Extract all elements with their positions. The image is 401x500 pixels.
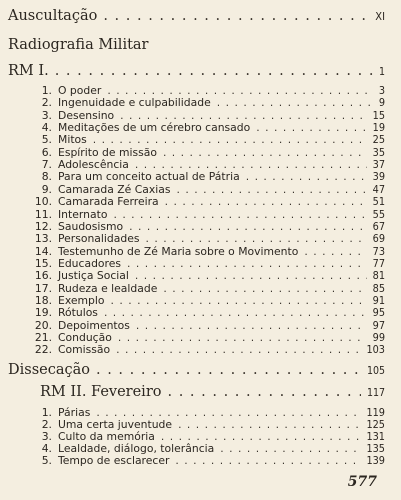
toc-chapter-row: [20, 220, 385, 233]
dot-leader: [55, 63, 373, 79]
toc-chapter-row: [20, 269, 385, 282]
chapter-page: 37: [372, 158, 385, 172]
chapter-page: 69: [372, 232, 385, 246]
toc-entry-page: 1: [378, 66, 385, 78]
chapter-page: 51: [372, 195, 385, 209]
chapter-page: 125: [366, 417, 385, 431]
chapter-number: 1.: [41, 406, 52, 419]
dot-leader: [256, 121, 366, 134]
toc-chapter-row: [20, 454, 385, 467]
toc-entry-page: 117: [366, 387, 385, 399]
chapter-title: Meditações de um cérebro cansado: [58, 121, 251, 135]
chapter-page: 3: [378, 84, 385, 97]
toc-chapter-row: [20, 294, 385, 307]
chapter-page: 73: [372, 244, 385, 258]
section-title: Radiografia Militar: [8, 37, 149, 53]
chapter-page: 95: [372, 306, 385, 320]
toc-chapter-row: [20, 282, 385, 295]
toc-chapter-row: [20, 158, 385, 171]
dot-leader: [167, 384, 360, 400]
dot-leader: [96, 362, 361, 378]
chapter-title: Camarada Ferreira: [58, 195, 159, 209]
toc-entry-rm1: [8, 63, 385, 79]
chapter-title: Educadores: [58, 256, 121, 270]
chapter-page: 47: [372, 182, 385, 196]
chapter-page: 119: [366, 406, 385, 419]
chapter-page: 91: [372, 293, 385, 307]
chapter-title: Depoimentos: [58, 318, 130, 332]
toc-entry-label: RM I.: [8, 63, 49, 79]
toc-entry-page: XI: [375, 10, 385, 23]
chapter-title: Desensino: [58, 108, 115, 122]
chapter-page: 135: [366, 441, 385, 455]
chapter-title: Adolescência: [58, 158, 129, 172]
chapter-page: 103: [366, 343, 385, 357]
chapter-number: 17.: [34, 281, 52, 295]
chapter-page: 55: [372, 207, 385, 221]
chapter-title: Párias: [58, 406, 91, 419]
chapter-title: Exemplo: [58, 293, 105, 307]
chapter-title: Espírito de missão: [58, 145, 157, 159]
chapter-title: Comissão: [58, 343, 111, 357]
toc-chapter-row: [20, 331, 385, 344]
toc-entry-disseccao: [8, 362, 385, 378]
dot-leader: [103, 8, 369, 24]
chapter-number: 18.: [34, 293, 52, 307]
dot-leader: [135, 269, 367, 282]
toc-chapter-row: [20, 208, 385, 221]
toc-chapter-row: [20, 183, 385, 196]
chapter-page: 99: [372, 331, 385, 344]
chapter-title: Camarada Zé Caxias: [58, 182, 171, 196]
chapter-number: 1.: [41, 84, 52, 97]
toc-chapter-row: [20, 96, 385, 109]
page-number: 577: [347, 474, 377, 490]
dot-leader: [111, 294, 367, 307]
toc-entry-page: 105: [366, 365, 385, 377]
toc-chapter-row: [20, 343, 385, 356]
chapter-number: 5.: [41, 133, 52, 147]
chapter-page: 77: [372, 256, 385, 270]
chapter-title: Testemunho de Zé Maria sobre o Movimento: [58, 244, 299, 258]
dot-leader: [93, 133, 367, 146]
chapter-title: Culto da memória: [58, 429, 155, 443]
chapter-title: Mitos: [58, 133, 87, 147]
chapter-number: 9.: [41, 182, 52, 196]
chapter-number: 12.: [34, 219, 52, 233]
dot-leader: [163, 146, 367, 159]
dot-leader: [127, 257, 367, 270]
chapter-number: 2.: [41, 417, 52, 431]
chapter-title: O poder: [58, 84, 102, 97]
chapter-number: 5.: [41, 453, 52, 467]
chapter-title: Condução: [58, 331, 112, 344]
toc-chapter-row: [20, 146, 385, 159]
chapter-page: 35: [372, 145, 385, 159]
chapter-page: 19: [372, 121, 385, 135]
chapter-number: 22.: [34, 343, 52, 357]
toc-chapter-row: [20, 121, 385, 134]
chapter-page: 9: [378, 96, 385, 110]
chapter-number: 8.: [41, 170, 52, 184]
chapter-number: 16.: [34, 269, 52, 283]
chapter-number: 3.: [41, 108, 52, 122]
toc-chapter-row: [20, 170, 385, 183]
chapter-title: Saudosismo: [58, 219, 124, 233]
dot-leader: [107, 84, 372, 97]
chapter-number: 21.: [34, 331, 52, 344]
dot-leader: [163, 282, 366, 295]
chapter-number: 4.: [41, 441, 52, 455]
chapter-number: 15.: [34, 256, 52, 270]
dot-leader: [304, 245, 366, 258]
dot-leader: [113, 208, 366, 221]
dot-leader: [104, 306, 367, 319]
toc-chapter-row: [20, 109, 385, 122]
chapter-title: Rudeza e lealdade: [58, 281, 158, 295]
chapter-number: 2.: [41, 96, 52, 110]
chapter-title: Justiça Social: [58, 269, 129, 283]
toc-chapter-row: [20, 319, 385, 332]
toc-chapter-row: [20, 232, 385, 245]
chapter-title: Personalidades: [58, 232, 140, 246]
dot-leader: [177, 183, 367, 196]
toc-entry-rm2: [40, 384, 385, 400]
chapter-title: Uma certa juventude: [58, 417, 173, 431]
chapter-number: 3.: [41, 429, 52, 443]
chapter-page: 85: [372, 281, 385, 295]
dot-leader: [129, 220, 366, 233]
dot-leader: [116, 343, 360, 356]
toc-chapter-row: [20, 84, 385, 97]
chapter-page: 97: [372, 318, 385, 332]
chapter-page: 15: [372, 108, 385, 122]
chapter-page: 131: [366, 429, 385, 443]
dot-leader: [136, 319, 367, 332]
toc-entry-label: Auscultação: [8, 8, 98, 24]
chapter-title: Ingenuidade e culpabilidade: [58, 96, 211, 110]
dot-leader: [217, 96, 373, 109]
chapter-title: Lealdade, diálogo, tolerância: [58, 441, 215, 455]
chapter-page: 25: [372, 133, 385, 147]
chapter-number: 19.: [34, 306, 52, 320]
chapter-title: Internato: [58, 207, 108, 221]
toc-chapter-row: [20, 133, 385, 146]
toc-entry-auscultacao: [8, 8, 385, 24]
chapter-title: Rótulos: [58, 306, 98, 320]
chapter-number: 13.: [34, 232, 52, 246]
dot-leader: [118, 331, 367, 344]
toc-chapter-row: [20, 195, 385, 208]
toc-entry-label: RM II. Fevereiro: [40, 384, 162, 400]
dot-leader: [120, 109, 367, 122]
toc-entry-label: Dissecação: [8, 362, 90, 378]
chapter-page: 67: [372, 219, 385, 233]
dot-leader: [246, 170, 367, 183]
chapter-page: 139: [366, 453, 385, 467]
chapter-title: Para um conceito actual de Pátria: [58, 170, 240, 184]
chapter-number: 14.: [34, 244, 52, 258]
chapter-number: 20.: [34, 318, 52, 332]
dot-leader: [135, 158, 367, 171]
chapter-number: 7.: [41, 158, 52, 172]
toc-chapter-row: [20, 257, 385, 270]
chapter-number: 4.: [41, 121, 52, 135]
dot-leader: [165, 195, 367, 208]
chapter-page: 81: [372, 269, 385, 283]
chapter-title: Tempo de esclarecer: [58, 453, 170, 467]
section-title-radiografia: [8, 37, 149, 53]
chapter-number: 10.: [34, 195, 52, 209]
dot-leader: [146, 232, 367, 245]
chapter-number: 6.: [41, 145, 52, 159]
toc-chapter-row: [20, 306, 385, 319]
chapter-page: 39: [372, 170, 385, 184]
toc-chapter-row: [20, 245, 385, 258]
dot-leader: [175, 454, 360, 467]
chapter-number: 11.: [34, 207, 52, 221]
